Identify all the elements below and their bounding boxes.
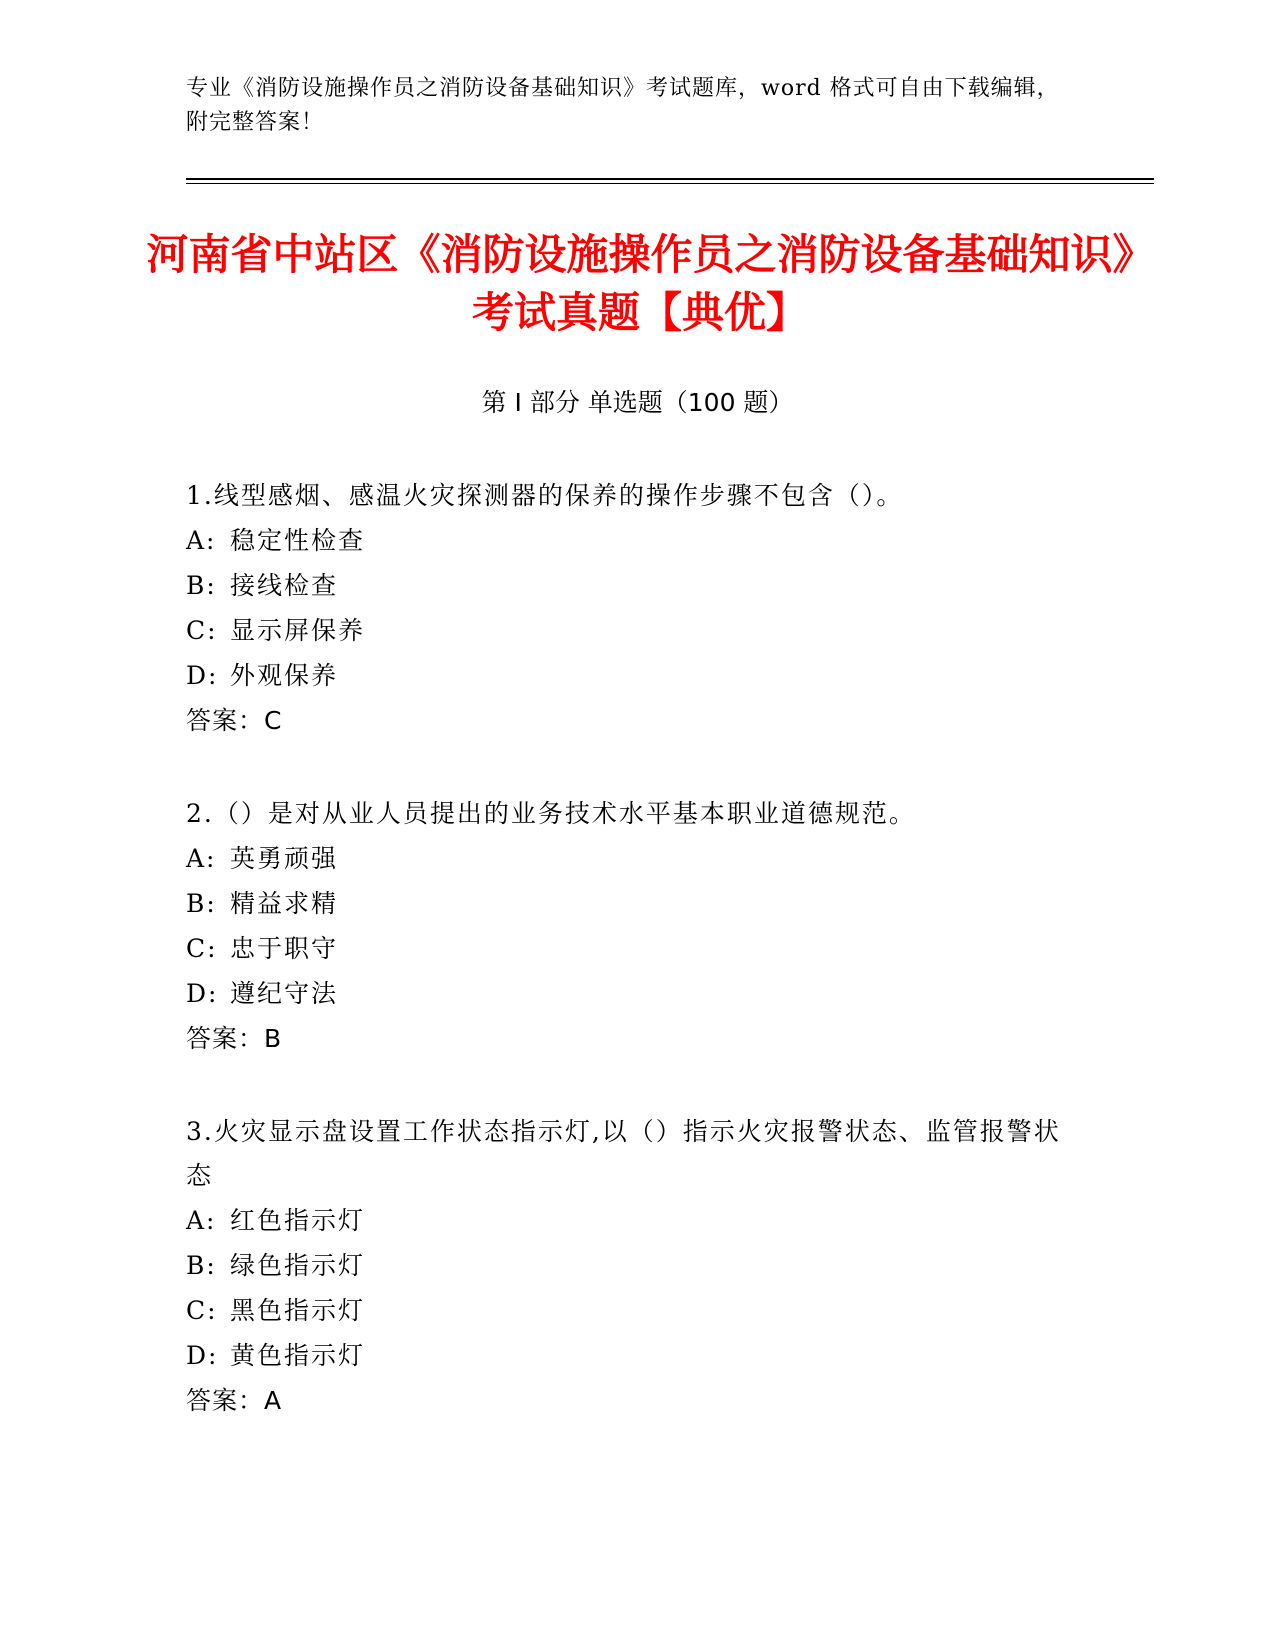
option-key: C: [186, 1296, 218, 1325]
section-heading: 第 I 部分 单选题（100 题） [481, 388, 794, 417]
question-3 [186, 1110, 1086, 1424]
answer-line: 答案：A [186, 1386, 283, 1415]
option-text: 外观保养 [230, 661, 339, 690]
option-text: 稳定性检查 [230, 526, 366, 555]
question-1 [186, 474, 1086, 744]
option-d [186, 653, 1086, 698]
option-text: 绿色指示灯 [230, 1251, 366, 1280]
option-key: A: [186, 844, 217, 873]
option-text: 红色指示灯 [230, 1206, 366, 1235]
option-key: B: [186, 889, 217, 918]
option-key: A: [186, 526, 217, 555]
option-text: 显示屏保养 [230, 616, 366, 645]
option-key: B: [186, 1251, 217, 1280]
answer-line: 答案：B [186, 1024, 283, 1053]
question-stem: 3.火灾显示盘设置工作状态指示灯,以（）指示火灾报警状态、监管报警状态 [186, 1117, 1061, 1190]
option-a [186, 836, 1086, 881]
header-rule-thin [186, 183, 1154, 184]
answer-line: 答案：C [186, 706, 283, 735]
option-a [186, 518, 1086, 563]
option-b [186, 1243, 1086, 1288]
option-text: 黑色指示灯 [230, 1296, 366, 1325]
option-text: 黄色指示灯 [230, 1341, 366, 1370]
option-text: 精益求精 [230, 889, 339, 918]
document-title: 河南省中站区《消防设施操作员之消防设备基础知识》考试真题【典优】 [146, 230, 1134, 337]
option-d [186, 1333, 1086, 1378]
option-key: A: [186, 1206, 217, 1235]
header-note: 专业《消防设施操作员之消防设备基础知识》考试题库，word 格式可自由下载编辑，附完整答案！ [186, 76, 1060, 135]
question-stem: 1.线型感烟、感温火灾探测器的保养的操作步骤不包含（）。 [186, 481, 904, 510]
option-b [186, 563, 1086, 608]
header-rule-thick [186, 178, 1154, 180]
option-c [186, 926, 1086, 971]
option-key: D: [186, 1341, 219, 1370]
option-text: 接线检查 [230, 571, 339, 600]
option-d [186, 971, 1086, 1016]
option-key: D: [186, 661, 219, 690]
option-text: 遵纪守法 [230, 979, 339, 1008]
option-text: 英勇顽强 [230, 844, 339, 873]
option-key: C: [186, 934, 218, 963]
option-a [186, 1198, 1086, 1243]
option-text: 忠于职守 [230, 934, 339, 963]
question-stem: 2.（）是对从业人员提出的业务技术水平基本职业道德规范。 [186, 799, 916, 828]
question-2 [186, 792, 1086, 1062]
option-key: D: [186, 979, 219, 1008]
option-c [186, 1288, 1086, 1333]
option-b [186, 881, 1086, 926]
option-key: C: [186, 616, 218, 645]
option-c [186, 608, 1086, 653]
option-key: B: [186, 571, 217, 600]
